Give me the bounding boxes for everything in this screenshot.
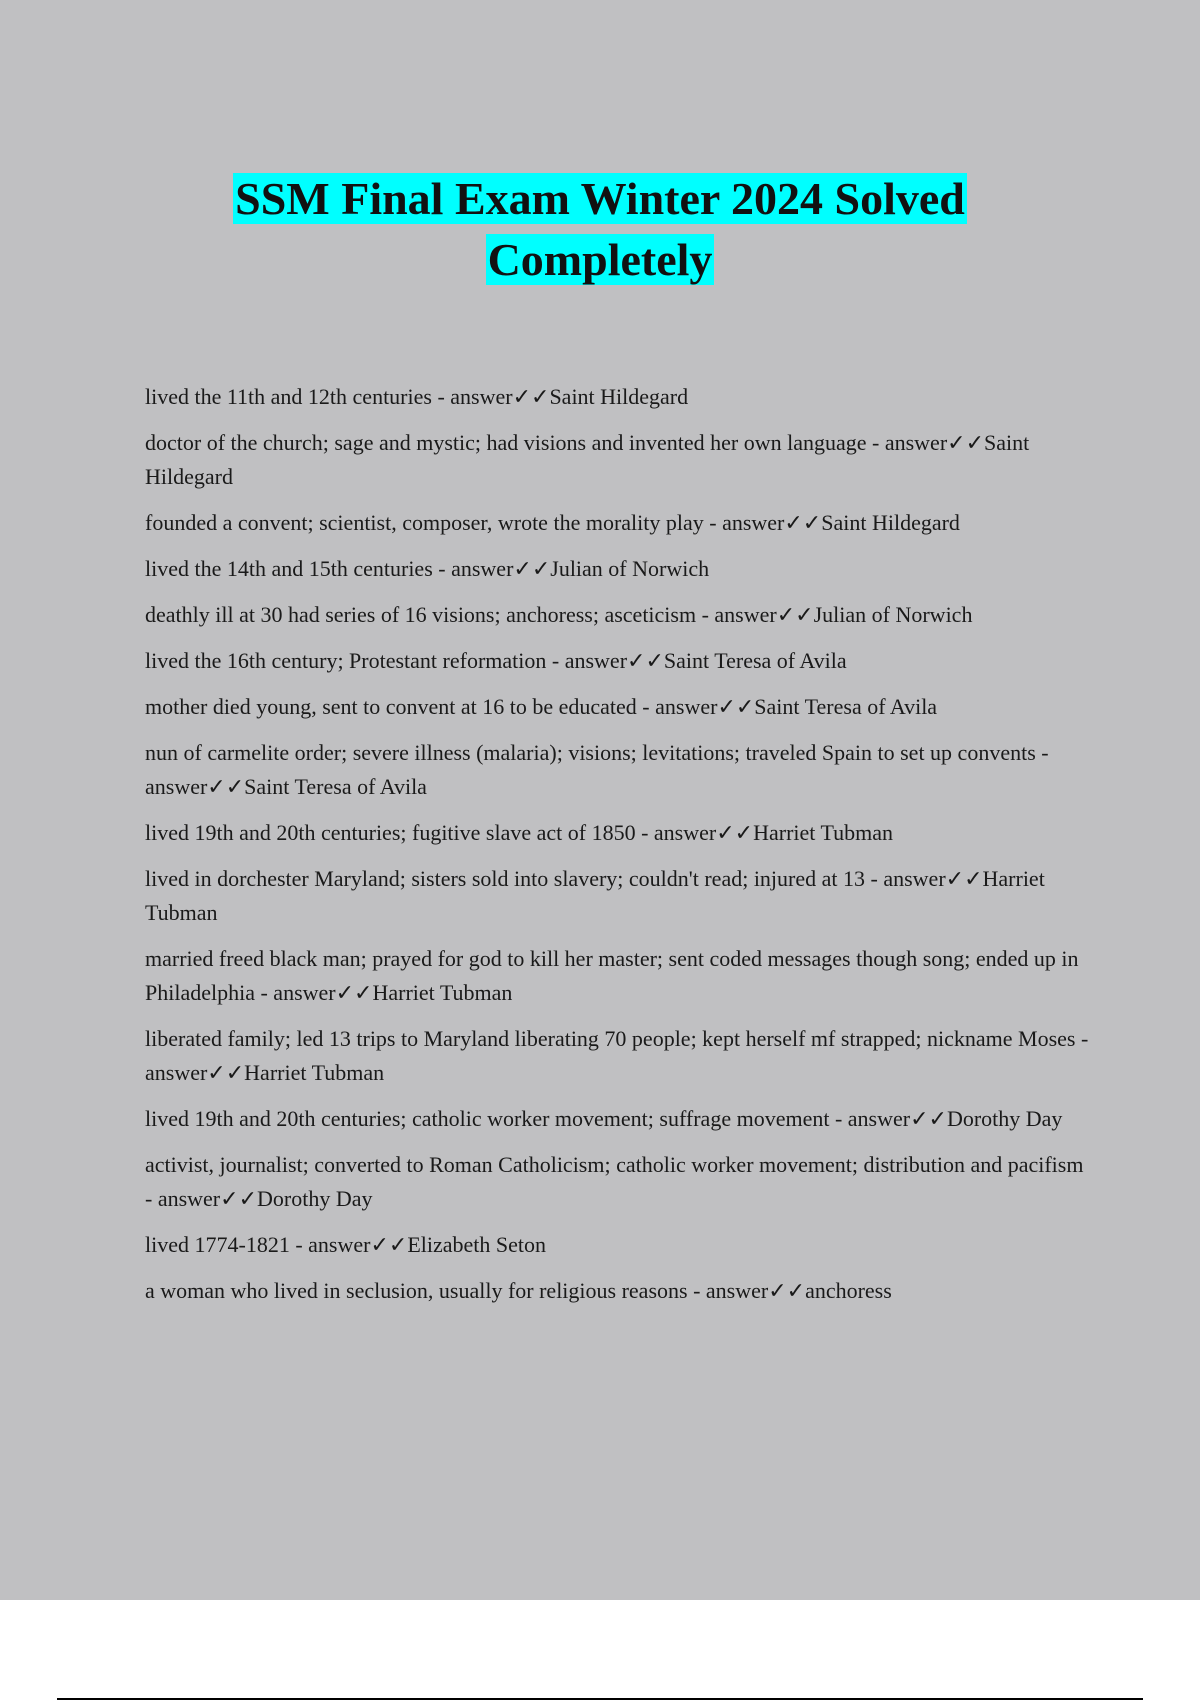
qa-item: activist, journalist; converted to Roman Catholicism; catholic worker movement; distribution and pacifism - answer✓✓Dorothy Day <box>145 1152 1084 1211</box>
qa-item: lived 1774-1821 - answer✓✓Elizabeth Seton <box>145 1232 546 1257</box>
qa-item: lived the 14th and 15th centuries - answer✓✓Julian of Norwich <box>145 556 710 581</box>
page-title <box>0 168 1200 290</box>
qa-item: liberated family; led 13 trips to Maryland liberating 70 people; kept herself mf strapped; nickname Moses - answer✓✓Harriet Tubman <box>145 1026 1089 1085</box>
qa-item: lived 19th and 20th centuries; catholic worker movement; suffrage movement - answer✓✓Dorothy Day <box>145 1106 1063 1131</box>
qa-list <box>145 380 1095 1320</box>
qa-item: doctor of the church; sage and mystic; had visions and invented her own language - answer✓✓Saint Hildegard <box>145 430 1030 489</box>
qa-item: lived 19th and 20th centuries; fugitive slave act of 1850 - answer✓✓Harriet Tubman <box>145 820 894 845</box>
qa-item: nun of carmelite order; severe illness (malaria); visions; levitations; traveled Spain to set up convents - answer✓✓Saint Teresa of Avila <box>145 740 1049 799</box>
title-line-1: SSM Final Exam Winter 2024 Solved <box>235 173 965 224</box>
qa-item: mother died young, sent to convent at 16 to be educated - answer✓✓Saint Teresa of Avila <box>145 694 938 719</box>
qa-item: married freed black man; prayed for god to kill her master; sent coded messages though song; ended up in Philadelphia - answer✓✓Harriet Tubman <box>145 946 1079 1005</box>
title-line-2: Completely <box>487 234 713 285</box>
qa-item: founded a convent; scientist, composer, wrote the morality play - answer✓✓Saint Hildegard <box>145 510 960 535</box>
qa-item: lived the 16th century; Protestant reformation - answer✓✓Saint Teresa of Avila <box>145 648 847 673</box>
qa-item: a woman who lived in seclusion, usually for religious reasons - answer✓✓anchoress <box>145 1278 892 1303</box>
qa-item: deathly ill at 30 had series of 16 visions; anchoress; asceticism - answer✓✓Julian of Norwich <box>145 602 973 627</box>
qa-item: lived in dorchester Maryland; sisters sold into slavery; couldn't read; injured at 13 - answer✓✓Harriet Tubman <box>145 866 1045 925</box>
qa-item: lived the 11th and 12th centuries - answer✓✓Saint Hildegard <box>145 384 689 409</box>
